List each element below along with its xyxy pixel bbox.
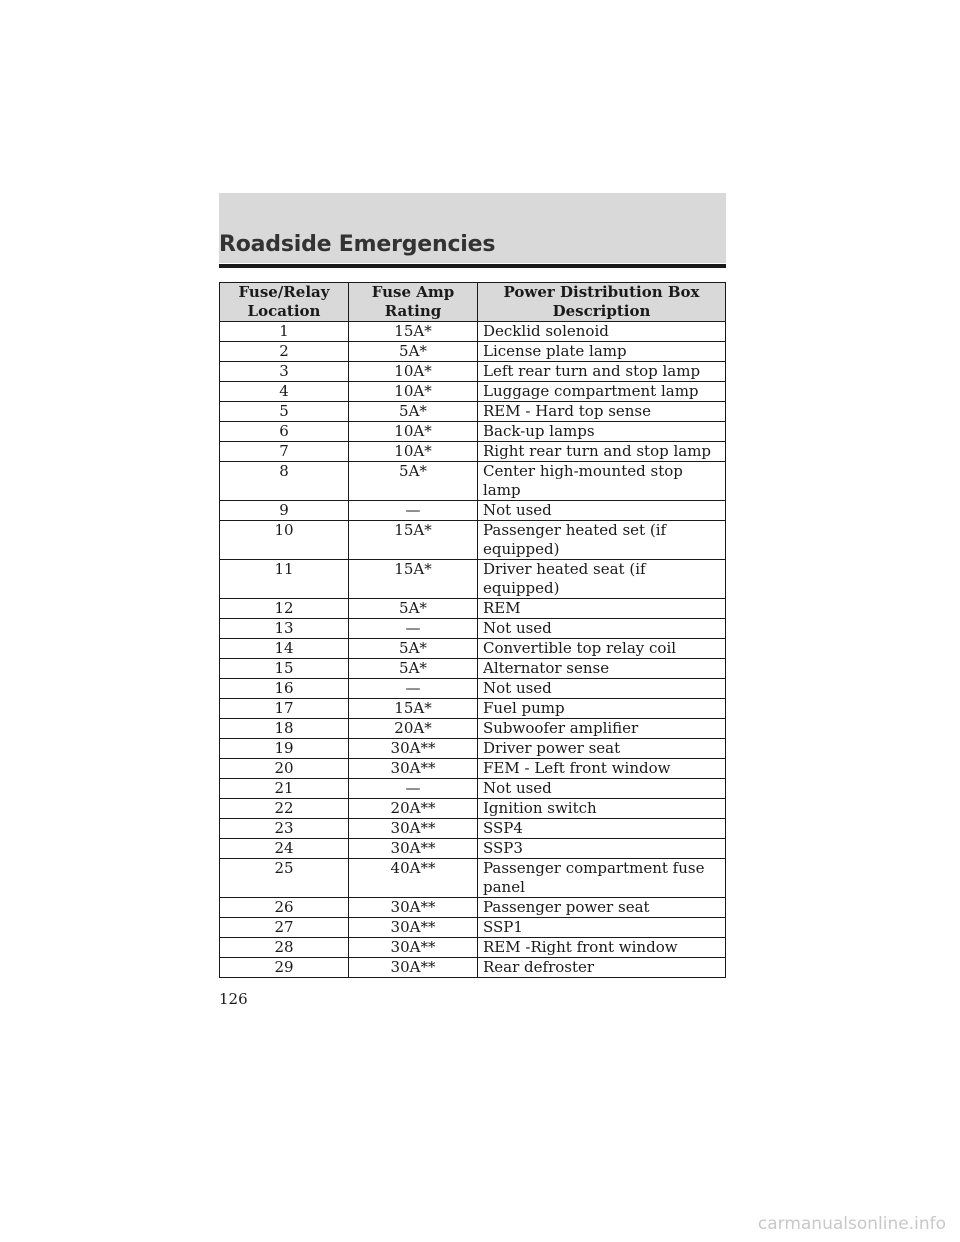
table-row (220, 779, 726, 799)
description-text: Not used (483, 679, 552, 697)
fuse-location-cell: 1 (220, 322, 349, 342)
table-row (220, 659, 726, 679)
fuse-rating-cell: 30A** (349, 938, 478, 958)
fuse-location-cell: 16 (220, 679, 349, 699)
table-row (220, 382, 726, 402)
description-text: Not used (483, 619, 552, 637)
description-text: Convertible top relay coil (483, 639, 677, 657)
fuse-rating-cell: 30A** (349, 958, 478, 978)
fuse-rating-cell: — (349, 779, 478, 799)
fuse-description-cell (478, 759, 726, 779)
fuse-location-cell: 20 (220, 759, 349, 779)
fuse-description-cell (478, 382, 726, 402)
description-text: Left rear turn and stop lamp (483, 362, 701, 380)
fuse-description-cell (478, 938, 726, 958)
table-row (220, 898, 726, 918)
fuse-description-cell (478, 422, 726, 442)
table-row (220, 739, 726, 759)
fuse-rating-cell: 5A* (349, 342, 478, 362)
fuse-rating-cell: 10A* (349, 382, 478, 402)
fuse-description-cell (478, 462, 726, 501)
fuse-rating-cell: — (349, 679, 478, 699)
fuse-description-cell (478, 521, 726, 560)
description-text: Back-up lamps (483, 422, 595, 440)
fuse-description-cell (478, 659, 726, 679)
table-row (220, 521, 726, 560)
fuse-description-cell (478, 799, 726, 819)
fuse-location-cell: 24 (220, 839, 349, 859)
fuse-location-cell: 13 (220, 619, 349, 639)
description-text: Center high-mounted stop lamp (483, 462, 683, 499)
description-text: REM - Hard top sense (483, 402, 652, 420)
table-row (220, 362, 726, 382)
fuse-description-cell (478, 342, 726, 362)
fuse-rating-cell: 5A* (349, 402, 478, 422)
table-row (220, 639, 726, 659)
fuse-description-cell (478, 501, 726, 521)
table-row (220, 442, 726, 462)
header-location-line1: Fuse/Relay (238, 283, 330, 301)
header-description-line2: Description (552, 302, 651, 320)
table-row (220, 422, 726, 442)
fuse-description-cell (478, 442, 726, 462)
fuse-rating-cell: 15A* (349, 699, 478, 719)
table-row (220, 759, 726, 779)
fuse-rating-cell: 5A* (349, 599, 478, 619)
fuse-location-cell: 29 (220, 958, 349, 978)
fuse-rating-cell: 15A* (349, 322, 478, 342)
fuse-location-cell: 26 (220, 898, 349, 918)
fuse-description-cell (478, 839, 726, 859)
header-rating-line1: Fuse Amp (371, 283, 455, 301)
fuse-rating-cell: 30A** (349, 819, 478, 839)
table-row (220, 819, 726, 839)
fuse-rating-cell: — (349, 619, 478, 639)
fuse-location-cell: 14 (220, 639, 349, 659)
header-location-line2: Location (247, 302, 321, 320)
fuse-description-cell (478, 599, 726, 619)
fuse-rating-cell: 30A** (349, 898, 478, 918)
fuse-location-cell: 17 (220, 699, 349, 719)
table-row (220, 462, 726, 501)
fuse-rating-cell: 5A* (349, 659, 478, 679)
header-description (478, 283, 726, 322)
description-text: REM (483, 599, 521, 617)
description-text: SSP4 (483, 819, 523, 837)
description-text: Ignition switch (483, 799, 597, 817)
table-row (220, 342, 726, 362)
table-row (220, 918, 726, 938)
fuse-location-cell: 7 (220, 442, 349, 462)
table-row (220, 958, 726, 978)
table-row (220, 679, 726, 699)
fuse-description-cell (478, 639, 726, 659)
fuse-location-cell: 25 (220, 859, 349, 898)
description-text: FEM - Left front window (483, 759, 671, 777)
fuse-location-cell: 5 (220, 402, 349, 422)
table-row (220, 501, 726, 521)
fuse-location-cell: 22 (220, 799, 349, 819)
fuse-description-cell (478, 362, 726, 382)
table-row (220, 599, 726, 619)
table-header-row (220, 283, 726, 322)
fuse-rating-cell: 10A* (349, 362, 478, 382)
description-text: Driver heated seat (if equipped) (483, 560, 646, 597)
description-text: Luggage compartment lamp (483, 382, 699, 400)
description-text: Not used (483, 779, 552, 797)
description-text: Decklid solenoid (483, 322, 609, 340)
header-location (220, 283, 349, 322)
fuse-rating-cell: — (349, 501, 478, 521)
description-text: Rear defroster (483, 958, 595, 976)
fuse-description-cell (478, 619, 726, 639)
table-row (220, 619, 726, 639)
fuse-rating-cell: 20A* (349, 719, 478, 739)
fuse-description-cell (478, 402, 726, 422)
fuse-rating-cell: 20A** (349, 799, 478, 819)
description-text: SSP3 (483, 839, 523, 857)
description-text-continued: equipped) (483, 540, 560, 558)
description-text-continued: panel (483, 878, 525, 896)
fuse-location-cell: 4 (220, 382, 349, 402)
fuse-location-cell: 15 (220, 659, 349, 679)
fuse-rating-cell: 30A** (349, 918, 478, 938)
fuse-location-cell: 8 (220, 462, 349, 501)
fuse-rating-cell: 5A* (349, 639, 478, 659)
header-rating (349, 283, 478, 322)
description-text: Right rear turn and stop lamp (483, 442, 712, 460)
description-text: Alternator sense (483, 659, 610, 677)
table-row (220, 322, 726, 342)
fuse-location-cell: 27 (220, 918, 349, 938)
fuse-rating-cell: 40A** (349, 859, 478, 898)
table-row (220, 799, 726, 819)
table-row (220, 839, 726, 859)
description-text: Passenger compartment fuse (483, 859, 705, 877)
fuse-location-cell: 2 (220, 342, 349, 362)
fuse-description-cell (478, 779, 726, 799)
description-text: Passenger power seat (483, 898, 650, 916)
fuse-rating-cell: 5A* (349, 462, 478, 501)
fuse-description-cell (478, 560, 726, 599)
section-title: Roadside Emergencies (219, 232, 496, 257)
fuse-table (219, 282, 726, 978)
fuse-location-cell: 6 (220, 422, 349, 442)
description-text: Fuel pump (483, 699, 565, 717)
fuse-table-body (220, 322, 726, 978)
fuse-description-cell (478, 739, 726, 759)
description-text: SSP1 (483, 918, 523, 936)
fuse-location-cell: 23 (220, 819, 349, 839)
fuse-location-cell: 18 (220, 719, 349, 739)
watermark: carmanualsonline.info (757, 1214, 946, 1234)
fuse-description-cell (478, 918, 726, 938)
header-rating-line2: Rating (384, 302, 442, 320)
fuse-location-cell: 11 (220, 560, 349, 599)
page-number: 126 (219, 990, 248, 1008)
fuse-rating-cell: 15A* (349, 521, 478, 560)
table-row (220, 859, 726, 898)
fuse-description-cell (478, 859, 726, 898)
fuse-description-cell (478, 699, 726, 719)
description-text: Subwoofer amplifier (483, 719, 639, 737)
fuse-description-cell (478, 819, 726, 839)
table-row (220, 719, 726, 739)
fuse-rating-cell: 10A* (349, 422, 478, 442)
fuse-location-cell: 21 (220, 779, 349, 799)
fuse-location-cell: 9 (220, 501, 349, 521)
description-text: Passenger heated set (if (483, 521, 667, 539)
fuse-description-cell (478, 719, 726, 739)
fuse-rating-cell: 10A* (349, 442, 478, 462)
fuse-location-cell: 3 (220, 362, 349, 382)
description-text: REM -Right front window (483, 938, 678, 956)
description-text: License plate lamp (483, 342, 627, 360)
fuse-rating-cell: 15A* (349, 560, 478, 599)
fuse-description-cell (478, 958, 726, 978)
fuse-location-cell: 12 (220, 599, 349, 619)
fuse-location-cell: 10 (220, 521, 349, 560)
table-row (220, 938, 726, 958)
fuse-rating-cell: 30A** (349, 739, 478, 759)
description-text: Not used (483, 501, 552, 519)
fuse-description-cell (478, 322, 726, 342)
table-row (220, 402, 726, 422)
header-description-line1: Power Distribution Box (503, 283, 700, 301)
table-row (220, 560, 726, 599)
fuse-location-cell: 28 (220, 938, 349, 958)
fuse-location-cell: 19 (220, 739, 349, 759)
section-divider (219, 264, 726, 268)
fuse-rating-cell: 30A** (349, 839, 478, 859)
fuse-rating-cell: 30A** (349, 759, 478, 779)
fuse-description-cell (478, 898, 726, 918)
fuse-description-cell (478, 679, 726, 699)
table-row (220, 699, 726, 719)
description-text: Driver power seat (483, 739, 621, 757)
